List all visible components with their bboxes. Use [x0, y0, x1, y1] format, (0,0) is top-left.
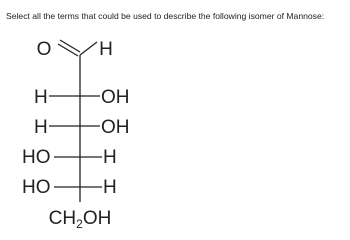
- terminal-subscript: 2: [76, 217, 83, 231]
- aldehyde-oxygen: O: [36, 39, 52, 60]
- terminal-ch2oh: [49, 208, 112, 231]
- row-1-left-label: H: [34, 87, 48, 108]
- aldehyde-h-bond: [80, 42, 97, 55]
- carbonyl-double-bond: [58, 40, 80, 56]
- aldehyde-hydrogen: H: [99, 39, 113, 60]
- question-text: Select all the terms that could be used to describe the following isomer of Mannose:: [6, 11, 325, 21]
- row-4-right-label: H: [103, 177, 117, 198]
- terminal-oh: OH: [82, 208, 112, 229]
- row-1-right-label: OH: [101, 87, 130, 108]
- row-3-right-label: H: [103, 147, 117, 168]
- row-3-left-label: HO: [22, 147, 51, 168]
- row-2-left-label: H: [34, 117, 48, 138]
- terminal-ch: CH: [48, 208, 77, 229]
- row-2-right-label: OH: [101, 117, 130, 138]
- row-4-left-label: HO: [22, 177, 51, 198]
